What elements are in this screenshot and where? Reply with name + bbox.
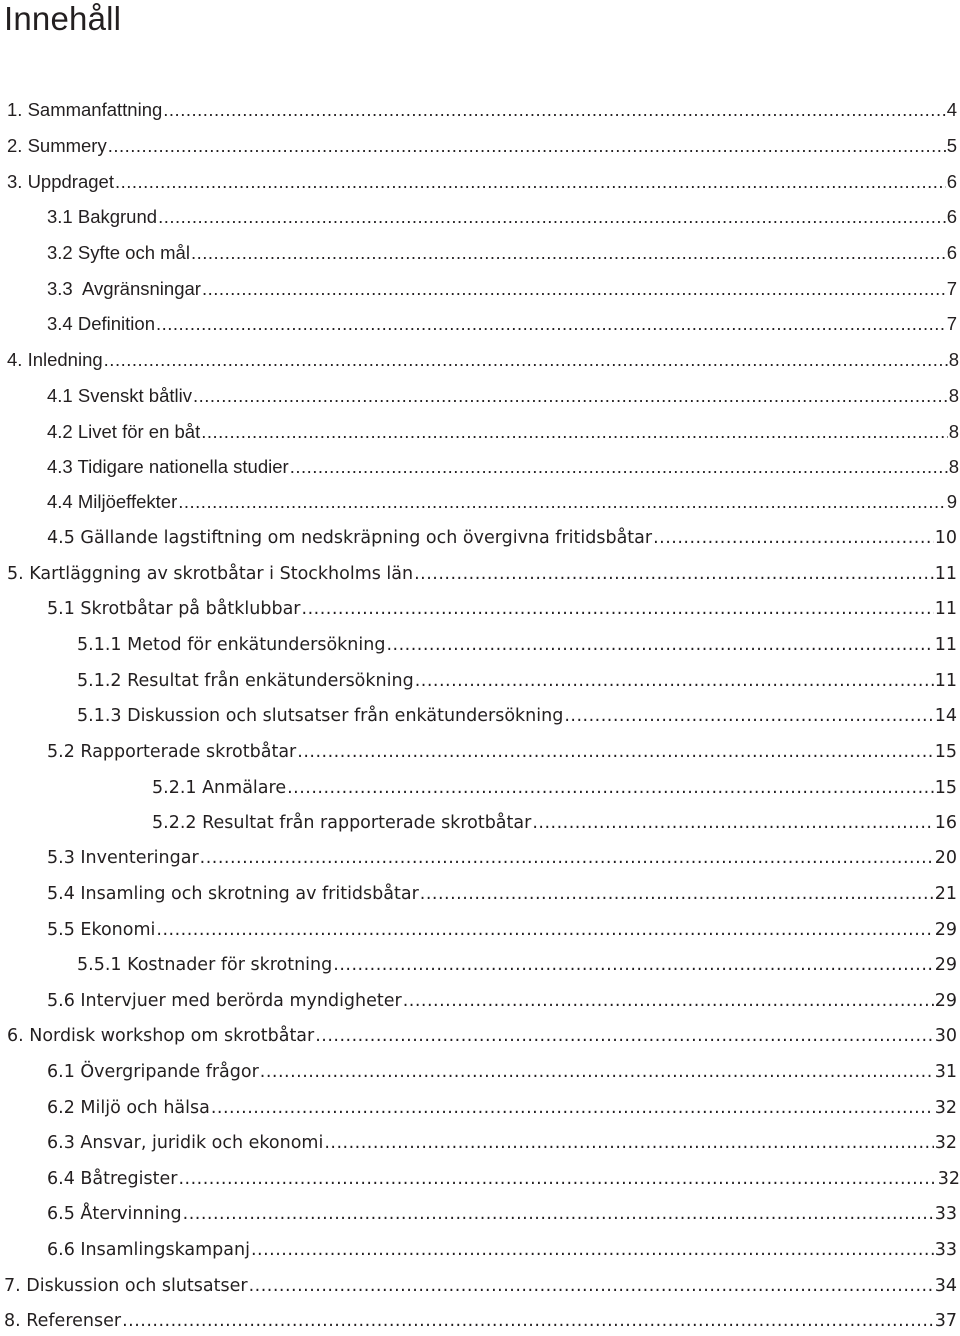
toc-entry-page: 11 (934, 635, 957, 655)
dot-leader (178, 1164, 936, 1194)
toc-entry-label: 5.1.3 Diskussion och slutsatser från enkätundersökning (77, 706, 564, 726)
toc-entry-definition[interactable] (47, 309, 957, 339)
toc-entry-label: 5.2 Rapporterade skrotbåtar (47, 742, 297, 762)
toc-entry-label: 6.2 Miljö och hälsa (47, 1098, 210, 1118)
toc-entry-label: 6.4 Båtregister (47, 1169, 178, 1189)
toc-entry-page: 15 (934, 778, 957, 798)
toc-entry-label: 5.2.2 Resultat från rapporterade skrotbåtar (152, 813, 532, 833)
toc-entry-page: 9 (946, 491, 957, 512)
dot-leader (156, 915, 933, 945)
toc-entry-summery[interactable] (7, 131, 957, 161)
toc-entry-label: 5.1.1 Metod för enkätundersökning (77, 635, 386, 655)
toc-entry-label: 4.5 Gällande lagstiftning om nedskräpning och övergivna fritidsbåtar (47, 528, 653, 548)
toc-entry-page: 33 (934, 1204, 957, 1224)
toc-entry-uppdraget[interactable] (7, 167, 957, 197)
toc-entry-label: 3.1 Bakgrund (47, 206, 158, 227)
toc-entry-label: 6. Nordisk workshop om skrotbåtar (7, 1026, 315, 1046)
toc-entry-syfte-och-mal[interactable] (47, 238, 957, 268)
toc-entry-insamling-skrotning[interactable] (47, 879, 957, 909)
toc-entry-inledning[interactable] (7, 345, 959, 375)
toc-entry-label: 5.3 Inventeringar (47, 848, 199, 868)
toc-entry-label: 6.1 Övergripande frågor (47, 1062, 259, 1082)
toc-entry-label: 3.3 Avgränsningar (47, 278, 201, 299)
toc-entry-page: 8 (948, 456, 959, 477)
dot-leader (211, 1093, 934, 1123)
toc-entry-rapporterade-skrotbatar[interactable] (47, 737, 957, 767)
toc-entry-page: 15 (934, 742, 957, 762)
toc-entry-page: 6 (946, 242, 957, 263)
toc-entry-page: 34 (934, 1276, 957, 1296)
toc-entry-resultat-enkat[interactable] (77, 666, 957, 696)
toc-entry-page: 30 (934, 1026, 957, 1046)
dot-leader (200, 843, 934, 873)
dot-leader (420, 879, 934, 909)
toc-entry-label: 5.5 Ekonomi (47, 920, 156, 940)
dot-leader (108, 131, 946, 161)
toc-entry-label: 3. Uppdraget (7, 171, 114, 192)
toc-entry-livet-for-en-bat[interactable] (47, 417, 959, 447)
toc-entry-page: 11 (934, 671, 957, 691)
toc-entry-label: 5.2.1 Anmälare (152, 778, 287, 798)
page-title: Innehåll (4, 0, 122, 37)
toc-entry-label: 4.3 Tidigare nationella studier (47, 456, 289, 477)
toc-entry-avgransningar[interactable] (47, 274, 957, 304)
toc-entry-page: 11 (934, 599, 957, 619)
toc-entry-bakgrund[interactable] (47, 202, 957, 232)
dot-leader (315, 1021, 933, 1051)
toc-entry-referenser[interactable] (4, 1306, 957, 1336)
toc-entry-resultat-rapporterade[interactable] (152, 808, 957, 838)
toc-entry-label: 5.6 Intervjuer med berörda myndigheter (47, 991, 402, 1011)
dot-leader (260, 1057, 934, 1087)
toc-entry-page: 29 (934, 920, 957, 940)
toc-entry-page: 20 (934, 848, 957, 868)
toc-entry-page: 10 (934, 528, 957, 548)
toc-entry-diskussion-enkat[interactable] (77, 701, 957, 731)
toc-entry-page: 6 (946, 206, 957, 227)
toc-entry-page: 4 (946, 99, 957, 120)
dot-leader (249, 1271, 934, 1301)
dot-leader (415, 666, 934, 696)
toc-entry-skrotbatar-batklubbar[interactable] (47, 594, 957, 624)
toc-entry-label: 3.2 Syfte och mål (47, 242, 190, 263)
toc-entry-label: 6.6 Insamlingskampanj (47, 1240, 250, 1260)
toc-entry-kartlaggning[interactable] (7, 559, 957, 589)
toc-entry-miljo-halsa[interactable] (47, 1093, 957, 1123)
dot-leader (403, 986, 934, 1016)
toc-entry-page: 29 (934, 991, 957, 1011)
dot-leader (156, 309, 946, 339)
toc-entry-page: 32 (937, 1169, 960, 1189)
toc-entry-inventeringar[interactable] (47, 843, 957, 873)
dot-leader (183, 1199, 934, 1229)
toc-entry-page: 5 (946, 135, 957, 156)
toc-entry-page: 7 (946, 278, 957, 299)
dot-leader (386, 630, 933, 660)
toc-entry-ekonomi[interactable] (47, 915, 957, 945)
dot-leader (324, 1128, 933, 1158)
dot-leader (193, 381, 948, 411)
dot-leader (287, 773, 934, 803)
dot-leader (122, 1306, 934, 1336)
toc-entry-page: 31 (934, 1062, 957, 1082)
toc-entry-page: 33 (934, 1240, 957, 1260)
dot-leader (532, 808, 933, 838)
toc-entry-page: 21 (934, 884, 957, 904)
toc-entry-anmalare[interactable] (152, 773, 957, 803)
toc-entry-page: 32 (934, 1098, 957, 1118)
toc-entry-label: 6.3 Ansvar, juridik och ekonomi (47, 1133, 324, 1153)
dot-leader (297, 737, 933, 767)
toc-entry-intervjuer[interactable] (47, 986, 957, 1016)
toc-entry-label: 5.1.2 Resultat från enkätundersökning (77, 671, 414, 691)
toc-entry-page: 7 (946, 313, 957, 334)
dot-leader (201, 417, 947, 447)
toc-entry-svenskt-batliv[interactable] (47, 381, 959, 411)
dot-leader (653, 523, 934, 553)
toc-entry-ansvar-juridik[interactable] (47, 1128, 957, 1158)
dot-leader (163, 95, 945, 125)
toc-entry-label: 7. Diskussion och slutsatser (4, 1276, 248, 1296)
toc-entry-page: 8 (948, 349, 959, 370)
toc-entry-label: 5.1 Skrotbåtar på båtklubbar (47, 599, 301, 619)
toc-entry-page: 11 (934, 564, 957, 584)
toc-entry-label: 5. Kartläggning av skrotbåtar i Stockholms län (7, 564, 414, 584)
toc-entry-tidigare-studier[interactable] (47, 452, 959, 482)
toc-entry-sammanfattning[interactable] (7, 95, 957, 125)
toc-entry-metod-enkat[interactable] (77, 630, 957, 660)
toc-entry-page: 37 (934, 1311, 957, 1331)
toc-entry-label: 2. Summery (7, 135, 107, 156)
toc-entry-insamlingskampanj[interactable] (47, 1235, 957, 1265)
toc-entry-label: 5.4 Insamling och skrotning av fritidsbåtar (47, 884, 419, 904)
dot-leader (251, 1235, 934, 1265)
toc-entry-batregister[interactable] (47, 1164, 960, 1194)
dot-leader (302, 594, 934, 624)
toc-entry-overgripande-fragor[interactable] (47, 1057, 957, 1087)
toc-entry-page: 6 (946, 171, 957, 192)
toc-entry-atervinning[interactable] (47, 1199, 957, 1229)
toc-entry-page: 32 (934, 1133, 957, 1153)
toc-entry-label: 4. Inledning (7, 349, 103, 370)
toc-entry-label: 4.4 Miljöeffekter (47, 491, 178, 512)
dot-leader (564, 701, 933, 731)
dot-leader (178, 487, 945, 517)
dot-leader (191, 238, 946, 268)
toc-entry-nordisk-workshop[interactable] (7, 1021, 957, 1051)
toc-entry-kostnader-skrotning[interactable] (77, 950, 957, 980)
dot-leader (333, 950, 933, 980)
toc-entry-label: 4.2 Livet för en båt (47, 421, 201, 442)
toc-entry-label: 6.5 Återvinning (47, 1204, 182, 1224)
dot-leader (115, 167, 946, 197)
toc-entry-page: 29 (934, 955, 957, 975)
toc-entry-lagstiftning[interactable] (47, 523, 957, 553)
dot-leader (104, 345, 948, 375)
toc-entry-miljoeffekter[interactable] (47, 487, 957, 517)
toc-entry-diskussion-slutsatser[interactable] (4, 1271, 957, 1301)
toc-entry-page: 8 (948, 385, 959, 406)
toc-entry-page: 16 (934, 813, 957, 833)
toc-entry-label: 1. Sammanfattning (7, 99, 163, 120)
toc-entry-label: 4.1 Svenskt båtliv (47, 385, 192, 406)
toc-entry-label: 5.5.1 Kostnader för skrotning (77, 955, 333, 975)
toc-entry-page: 14 (934, 706, 957, 726)
dot-leader (202, 274, 946, 304)
dot-leader (290, 452, 948, 482)
dot-leader (158, 202, 946, 232)
dot-leader (414, 559, 934, 589)
toc-entry-label: 3.4 Definition (47, 313, 155, 334)
toc-entry-page: 8 (948, 421, 959, 442)
toc-entry-label: 8. Referenser (4, 1311, 122, 1331)
